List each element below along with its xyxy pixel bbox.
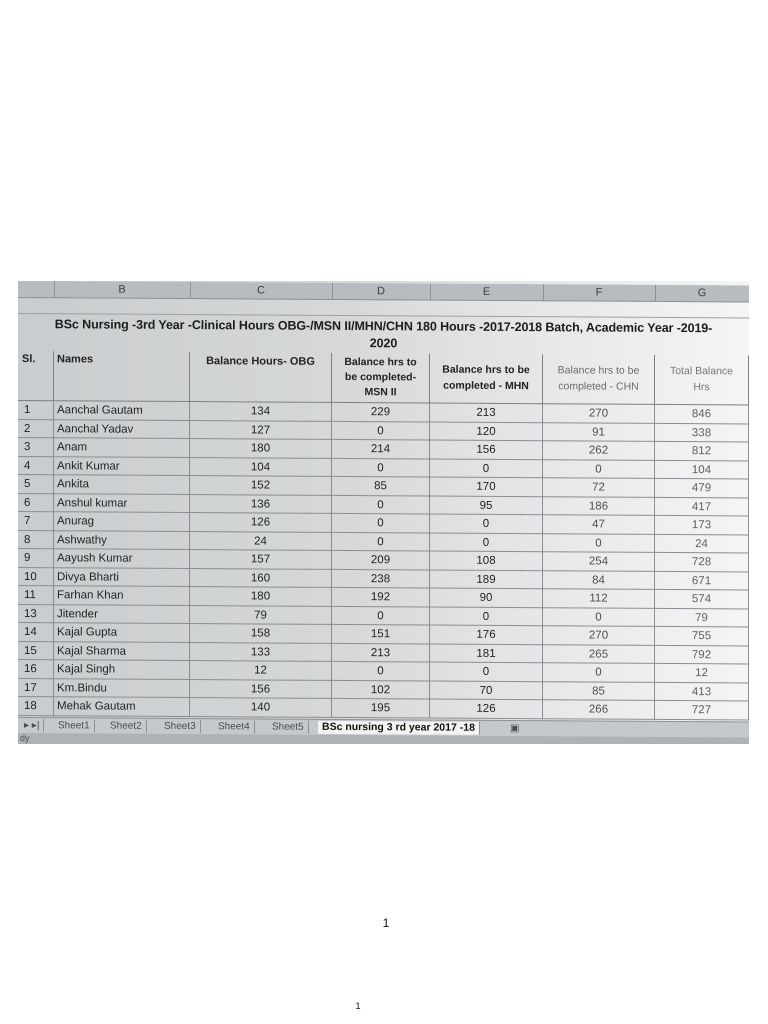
header-chn-line-2: completed - CHN <box>558 380 639 393</box>
cell-obg[interactable]: 133 <box>190 643 332 662</box>
cell-sl[interactable]: 11 <box>18 586 54 605</box>
cell-mhn[interactable]: 108 <box>430 552 543 571</box>
cell-total[interactable]: 727 <box>655 701 749 720</box>
spreadsheet-photo <box>18 281 749 744</box>
header-msn-line-1: Balance hrs to <box>344 355 417 369</box>
cell-total[interactable]: 755 <box>655 627 749 646</box>
sheet-tab-3[interactable]: Sheet3 <box>160 720 201 733</box>
cell-obg[interactable]: 158 <box>190 624 332 643</box>
cell-name[interactable]: Jitender <box>54 605 190 624</box>
cell-chn[interactable]: 254 <box>543 552 655 571</box>
column-header-d[interactable]: D <box>332 283 431 300</box>
cell-chn[interactable]: 186 <box>543 497 655 516</box>
cell-chn[interactable]: 84 <box>543 571 655 590</box>
cell-mhn[interactable]: 70 <box>430 681 543 700</box>
cell-total[interactable]: 846 <box>655 405 749 424</box>
cell-mhn[interactable]: 189 <box>430 570 543 589</box>
cell-obg[interactable]: 180 <box>190 439 332 458</box>
cell-chn[interactable]: 0 <box>543 608 655 627</box>
cell-sl[interactable]: 17 <box>18 679 54 698</box>
cell-msn[interactable]: 195 <box>332 699 430 718</box>
cell-msn[interactable]: 0 <box>332 421 430 440</box>
cell-obg[interactable]: 140 <box>190 698 332 717</box>
cell-name[interactable]: Anam <box>54 438 190 457</box>
cell-total[interactable]: 574 <box>655 590 749 609</box>
cell-mhn[interactable]: 0 <box>430 533 543 552</box>
cell-chn[interactable]: 266 <box>543 700 655 719</box>
column-header-c[interactable]: C <box>190 282 333 299</box>
cell-chn[interactable]: 270 <box>543 626 655 645</box>
cell-sl[interactable]: 14 <box>18 623 54 642</box>
sheet-title-line-1: BSc Nursing -3rd Year -Clinical Hours OBG-/MSN II/MHN/CHN 180 Hours -2017-2018 Batch, Academic Year -2019- <box>54 317 713 336</box>
cell-chn[interactable]: 72 <box>543 478 655 497</box>
header-chn[interactable] <box>543 354 655 405</box>
column-header-g[interactable]: G <box>655 285 749 302</box>
cell-total[interactable]: 104 <box>655 460 749 479</box>
cell-mhn[interactable]: 0 <box>430 459 543 478</box>
column-header-b[interactable]: B <box>54 281 191 298</box>
cell-name[interactable]: Km.Bindu <box>54 679 190 698</box>
cell-total[interactable]: 728 <box>655 553 749 572</box>
sheet-title-line-2: 2020 <box>369 336 398 351</box>
cell-sl[interactable]: 10 <box>18 568 54 587</box>
cell-chn[interactable]: 0 <box>543 663 655 682</box>
cell-msn[interactable]: 0 <box>332 514 430 533</box>
column-header-a[interactable] <box>18 281 55 297</box>
cell-mhn[interactable]: 0 <box>430 515 543 534</box>
cell-obg[interactable]: 127 <box>190 421 332 440</box>
sheet-tab-active[interactable]: BSc nursing 3 rd year 2017 -18 <box>318 721 480 735</box>
header-total[interactable] <box>655 355 749 406</box>
cell-msn[interactable]: 0 <box>332 532 430 551</box>
header-mhn-line-2: completed - MHN <box>443 379 529 393</box>
header-total-line-2: Hrs <box>693 381 710 394</box>
cell-sl[interactable]: 13 <box>18 605 54 624</box>
cell-chn[interactable]: 0 <box>543 534 655 553</box>
cell-mhn[interactable]: 95 <box>430 496 543 515</box>
cell-total[interactable]: 479 <box>655 479 749 498</box>
cell-name[interactable]: Ankit Kumar <box>54 457 190 476</box>
cell-msn[interactable]: 209 <box>332 551 430 570</box>
cell-obg[interactable]: 126 <box>190 513 332 532</box>
cell-sl[interactable]: 8 <box>18 531 54 550</box>
cell-chn[interactable]: 262 <box>543 441 655 460</box>
cell-chn[interactable]: 47 <box>543 515 655 534</box>
header-msn-line-3: MSN II <box>364 386 397 399</box>
cell-obg[interactable]: 79 <box>190 606 332 625</box>
cell-chn[interactable]: 265 <box>543 645 655 664</box>
cell-msn[interactable]: 192 <box>332 588 430 607</box>
header-obg[interactable]: Balance Hours- OBG <box>190 352 332 403</box>
sheet-tab-2[interactable]: Sheet2 <box>106 720 147 733</box>
cell-chn[interactable]: 85 <box>543 682 655 701</box>
cell-obg[interactable]: 157 <box>190 550 332 569</box>
cell-obg[interactable]: 24 <box>190 532 332 551</box>
cell-sl[interactable]: 16 <box>18 660 54 679</box>
spreadsheet <box>18 281 749 744</box>
cell-total[interactable]: 173 <box>655 516 749 535</box>
sheet-tab-4[interactable]: Sheet4 <box>214 720 255 733</box>
header-msn-line-2: be completed- <box>344 370 417 384</box>
sheet-title <box>18 316 749 354</box>
cell-msn[interactable]: 0 <box>332 606 430 625</box>
cell-msn[interactable]: 214 <box>332 440 430 459</box>
cell-mhn[interactable]: 90 <box>430 589 543 608</box>
cell-msn[interactable]: 238 <box>332 569 430 588</box>
cell-name[interactable]: Kajal Singh <box>54 660 190 679</box>
cell-total[interactable]: 12 <box>655 664 749 683</box>
cell-total[interactable]: 338 <box>655 423 749 442</box>
header-msn[interactable] <box>332 353 430 404</box>
cell-total[interactable]: 417 <box>655 497 749 516</box>
cell-obg[interactable]: 104 <box>190 458 332 477</box>
cell-sl[interactable]: 9 <box>18 549 54 568</box>
cell-name[interactable]: Aanchal Gautam <box>54 401 190 420</box>
cell-chn[interactable]: 112 <box>543 589 655 608</box>
cell-mhn[interactable]: 0 <box>430 607 543 626</box>
cell-mhn[interactable]: 126 <box>430 700 543 719</box>
cell-name[interactable]: Kajal Sharma <box>54 642 190 661</box>
cell-chn[interactable]: 91 <box>543 423 655 442</box>
cell-mhn[interactable]: 0 <box>430 663 543 682</box>
cell-msn[interactable]: 102 <box>332 680 430 699</box>
column-header-f[interactable]: F <box>543 284 656 301</box>
page-number-small: 1 <box>355 1001 361 1011</box>
cell-mhn[interactable]: 181 <box>430 644 543 663</box>
cell-name[interactable]: Aayush Kumar <box>54 549 190 568</box>
cell-sl[interactable]: 1 <box>18 401 54 420</box>
cell-obg[interactable]: 152 <box>190 476 332 495</box>
cell-obg[interactable]: 136 <box>190 495 332 514</box>
cell-name[interactable]: Anurag <box>54 512 190 531</box>
cell-mhn[interactable]: 170 <box>430 478 543 497</box>
cell-total[interactable]: 24 <box>655 534 749 553</box>
cell-msn[interactable]: 213 <box>332 643 430 662</box>
header-chn-line-1: Balance hrs to be <box>557 364 640 377</box>
tab-scroll-arrows-icon[interactable]: ▸ ▸| <box>20 719 44 732</box>
cell-mhn[interactable]: 120 <box>430 422 543 441</box>
cell-name[interactable]: Anshul kumar <box>54 494 190 513</box>
cell-sl[interactable]: 5 <box>18 475 54 494</box>
cell-sl[interactable]: 15 <box>18 642 54 661</box>
insert-sheet-icon[interactable]: ▣ <box>510 723 520 735</box>
cell-total[interactable]: 671 <box>655 571 749 590</box>
cell-chn[interactable]: 0 <box>543 460 655 479</box>
sheet-tab-5[interactable]: Sheet5 <box>268 721 309 734</box>
cell-msn[interactable]: 151 <box>332 625 430 644</box>
cell-obg[interactable]: 180 <box>190 587 332 606</box>
column-header-e[interactable]: E <box>430 284 544 301</box>
cell-name[interactable]: Ashwathy <box>54 531 190 550</box>
cell-msn[interactable]: 0 <box>332 662 430 681</box>
cell-msn[interactable]: 85 <box>332 477 430 496</box>
cell-obg[interactable]: 156 <box>190 680 332 699</box>
cell-chn[interactable]: 270 <box>543 404 655 423</box>
cell-sl[interactable]: 6 <box>18 494 54 513</box>
cell-name[interactable]: Kajal Gupta <box>54 623 190 642</box>
cell-obg[interactable]: 134 <box>190 402 332 421</box>
cell-total[interactable]: 79 <box>655 608 749 627</box>
header-names[interactable]: Names <box>54 351 190 402</box>
header-mhn[interactable] <box>430 354 543 405</box>
cell-total[interactable]: 812 <box>655 442 749 461</box>
cell-name[interactable]: Aanchal Yadav <box>54 420 190 439</box>
header-mhn-line-1: Balance hrs to be <box>442 363 530 377</box>
status-text: dy <box>20 733 30 744</box>
empty-row <box>18 297 749 318</box>
cell-obg[interactable]: 12 <box>190 661 332 680</box>
cell-name[interactable]: Mehak Gautam <box>54 697 190 716</box>
cell-name[interactable]: Ankita <box>54 475 190 494</box>
cell-sl[interactable]: 18 <box>18 697 54 716</box>
cell-total[interactable]: 792 <box>655 645 749 664</box>
cell-name[interactable]: Divya Bharti <box>54 568 190 587</box>
cell-sl[interactable]: 7 <box>18 512 54 531</box>
cell-msn[interactable]: 0 <box>332 495 430 514</box>
page-number: 1 <box>382 916 390 930</box>
header-total-line-1: Total Balance <box>669 364 734 378</box>
cell-sl[interactable]: 2 <box>18 420 54 439</box>
cell-obg[interactable]: 160 <box>190 569 332 588</box>
cell-total[interactable]: 413 <box>655 682 749 701</box>
cell-msn[interactable]: 229 <box>332 403 430 422</box>
cell-mhn[interactable]: 176 <box>430 626 543 645</box>
cell-sl[interactable]: 4 <box>18 457 54 476</box>
cell-mhn[interactable]: 156 <box>430 441 543 460</box>
table-row <box>18 697 749 720</box>
cell-mhn[interactable]: 213 <box>430 404 543 423</box>
sheet-tab-1[interactable]: Sheet1 <box>54 719 95 732</box>
cell-sl[interactable]: 3 <box>18 438 54 457</box>
header-sl[interactable]: Sl. <box>18 351 54 401</box>
cell-msn[interactable]: 0 <box>332 458 430 477</box>
cell-name[interactable]: Farhan Khan <box>54 586 190 605</box>
